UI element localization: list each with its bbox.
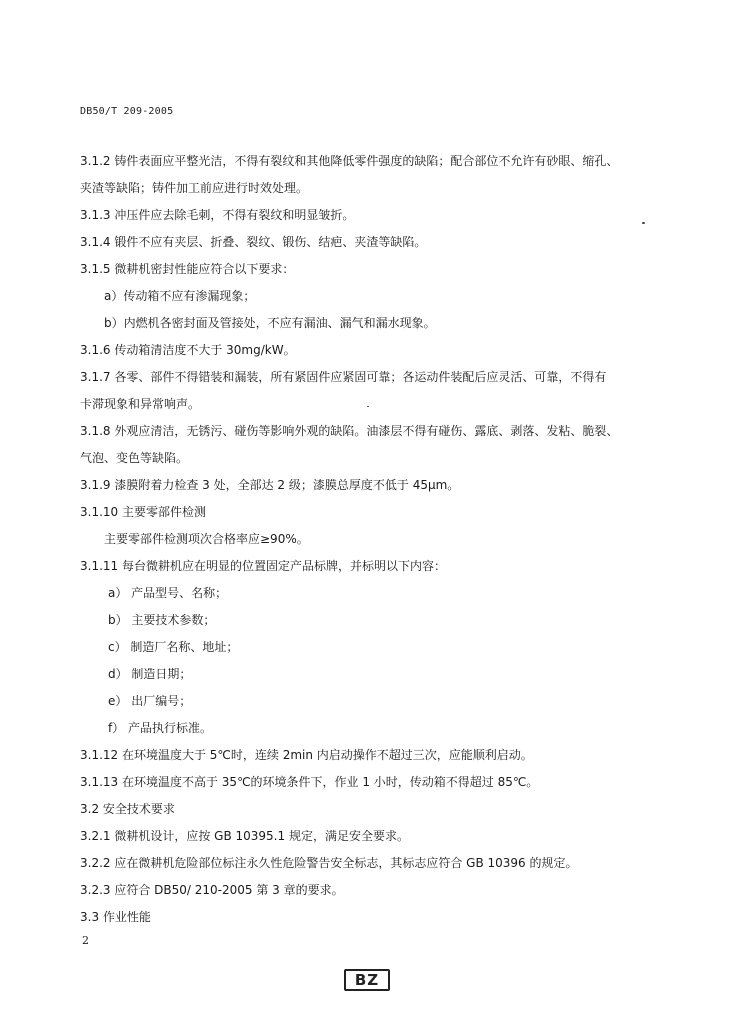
bz-logo: BZ [344, 969, 390, 991]
clause-3-1-12: 3.1.12 在环境温度大于 5℃时，连续 2min 内启动操作不超过三次，应能顺利启动。 [80, 748, 533, 762]
clause-3-1-3: 3.1.3 冲压件应去除毛刺，不得有裂纹和明显皱折。 [80, 208, 355, 222]
scan-speck [642, 222, 645, 224]
clause-3-2-2: 3.2.2 应在微耕机危险部位标注永久性危险警告安全标志，其标志应符合 GB 10396 的规定。 [80, 856, 578, 870]
clause-3-2-3: 3.2.3 应符合 DB50/ 210-2005 第 3 章的要求。 [80, 883, 344, 897]
clause-3-1-10-body: 主要零部件检测项次合格率应≥90%。 [104, 532, 309, 546]
clause-3-1-5: 3.1.5 微耕机密封性能应符合以下要求： [80, 262, 295, 276]
standard-code-header: DB50/T 209-2005 [80, 106, 174, 117]
clause-3-1-11-item-a: a） 产品型号、名称； [108, 586, 228, 600]
clause-3-1-5-item-a: a）传动箱不应有渗漏现象； [104, 289, 256, 303]
clause-3-2-1: 3.2.1 微耕机设计，应按 GB 10395.1 规定，满足安全要求。 [80, 829, 409, 843]
clause-3-1-10: 3.1.10 主要零部件检测 [80, 505, 206, 519]
section-3-2-heading: 3.2 安全技术要求 [80, 802, 175, 816]
clause-3-1-9: 3.1.9 漆膜附着力检查 3 处，全部达 2 级；漆膜总厚度不低于 45μm。 [80, 478, 460, 492]
clause-3-1-11-item-f: f） 产品执行标准。 [108, 721, 213, 735]
clause-3-1-11-item-c: c） 制造厂名称、地址； [108, 640, 239, 654]
clause-3-1-7-line-2: 卡滞现象和异常响声。 [80, 397, 201, 411]
clause-3-1-11-item-d: d） 制造日期； [108, 667, 192, 681]
clause-3-1-6: 3.1.6 传动箱清洁度不大于 30mg/kW。 [80, 343, 296, 357]
scan-speck [367, 406, 369, 407]
clause-3-1-7-line-1: 3.1.7 各零、部件不得错装和漏装，所有紧固件应紧固可靠；各运动件装配后应灵活、可靠，不得有 [80, 370, 607, 384]
clause-3-1-4: 3.1.4 锻件不应有夹层、折叠、裂纹、锻伤、结疤、夹渣等缺陷。 [80, 235, 427, 249]
clause-3-1-2-line-2: 夹渣等缺陷；铸件加工前应进行时效处理。 [80, 181, 309, 195]
clause-3-1-11: 3.1.11 每台微耕机应在明显的位置固定产品标牌，并标明以下内容： [80, 559, 446, 573]
clause-3-1-8-line-2: 气泡、变色等缺陷。 [80, 451, 189, 465]
clause-3-1-5-item-b: b）内燃机各密封面及管接处，不应有漏油、漏气和漏水现象。 [104, 316, 436, 330]
clause-3-1-13: 3.1.13 在环境温度不高于 35℃的环境条件下，作业 1 小时，传动箱不得超过 85℃。 [80, 775, 539, 789]
clause-3-1-2-line-1: 3.1.2 铸件表面应平整光洁，不得有裂纹和其他降低零件强度的缺陷；配合部位不允许有砂眼、缩孔、 [80, 154, 619, 168]
clause-3-1-11-item-e: e） 出厂编号； [108, 694, 192, 708]
section-3-3-heading: 3.3 作业性能 [80, 910, 151, 924]
clause-3-1-11-item-b: b） 主要技术参数； [108, 613, 216, 627]
page-number: 2 [82, 934, 89, 947]
clause-3-1-8-line-1: 3.1.8 外观应清洁，无锈污、碰伤等影响外观的缺陷。油漆层不得有碰伤、露底、剥落、发粘、脆裂、 [80, 424, 619, 438]
